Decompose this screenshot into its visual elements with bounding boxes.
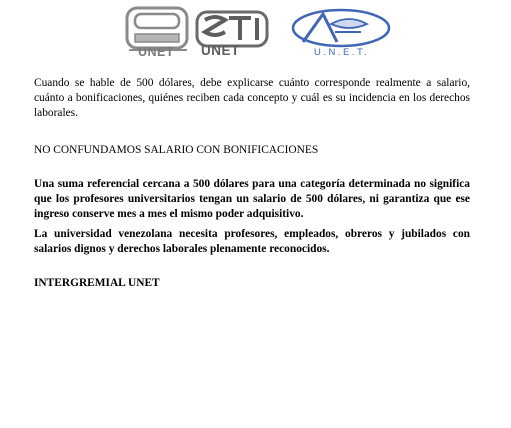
bold-paragraph-university: La universidad venezolana necesita profesores, empleados, obreros y jubilados con salarios dignos y derechos laborales plenamente reconocidos. <box>34 228 470 256</box>
signature: INTERGREMIAL UNET <box>34 277 160 289</box>
section-heading: NO CONFUNDAMOS SALARIO CON BONIFICACIONES <box>34 144 319 156</box>
logo-caption-unet-1: UNET <box>138 45 175 59</box>
intro-block <box>34 76 470 121</box>
unet-emblem-logo <box>127 8 187 50</box>
logo-caption-unet-3: U.N.E.T. <box>314 47 370 58</box>
unet-blue-logo <box>293 10 389 46</box>
intro-paragraph: Cuando se hable de 500 dólares, debe explicarse cuánto corresponde realmente a salario, cuánto a bonificaciones, quiénes reciben cada concepto y cuál es su incidencia en los derechos laborales. <box>34 77 470 119</box>
logo-caption-unet-2: UNET <box>201 43 240 58</box>
bold-paragraph-salary: Una suma referencial cercana a 500 dólares para una categoría determinada no significa que los profesores universitarios tengan un salario de 500 dólares, ni garantiza que ese ingreso conserve mes a mes el mismo poder adquisitivo. <box>34 178 470 221</box>
sti-emblem-logo <box>197 12 267 46</box>
